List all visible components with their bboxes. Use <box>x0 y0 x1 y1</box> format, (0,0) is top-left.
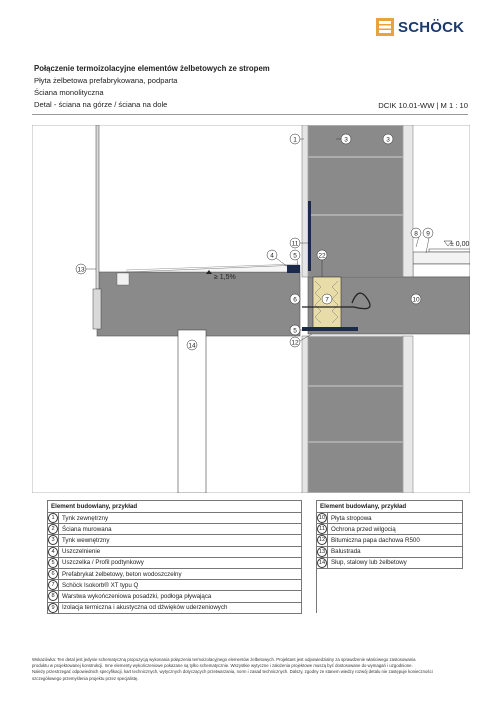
callout-4 <box>267 250 277 260</box>
floor-finish <box>413 249 470 277</box>
level-label: ± 0,00 <box>450 241 470 248</box>
callout-7 <box>322 294 332 304</box>
subtitle-slab: Płyta żelbetowa prefabrykowana, podparta <box>34 76 178 85</box>
footer-line: Należy przestrzegać odpowiednich specyfikacji, kart technicznych, wytycznych dotyczących przetwarzania, norm i zasad technicznych. Dalszy, zgodny ze stanem wiedzy rozwój detalu nie zastępuje konieczności <box>32 669 433 675</box>
svg-text:6: 6 <box>293 296 297 304</box>
callout-13 <box>76 264 86 274</box>
svg-text:10: 10 <box>412 296 420 304</box>
callout-12 <box>290 337 300 347</box>
legend-header-right: Element budowlany, przykład <box>317 501 463 513</box>
callout-5-bottom <box>290 325 300 335</box>
footer-line: Wskazówka: Ten detal jest jedynie schematyczną propozycją wykonania połączenia termoizolacyjnego elementów żelbetowych. Projektant jest odpowiedzialny za sprawdzenie właściwego zastosowania <box>32 657 416 662</box>
legend-row: 1 Tynk zewnętrzny 10 Płyta stropowa <box>48 513 463 524</box>
callout-6 <box>290 294 300 304</box>
svg-text:22: 22 <box>318 252 326 260</box>
page-title: Połączenie termoizolacyjne elementów żelbetowych ze stropem <box>34 64 270 73</box>
svg-text:12: 12 <box>291 339 299 347</box>
legend-row: 3 Tynk wewnętrzny 12 Bitumiczna papa dachowa R500 <box>48 535 463 546</box>
header-divider <box>32 114 468 115</box>
svg-text:9: 9 <box>426 230 430 238</box>
footer-note <box>32 657 470 682</box>
column <box>178 330 206 493</box>
footer-line: produktu w projektowanej konstrukcji. Inne elementy wykończeniowe pokazane są tylko schematycznie. Wszystkie wytyczne i założenia projektowe muszą być dostosowane do wymagań i uzgodnione. <box>32 663 413 669</box>
footer-line: szczegółowego przemyślenia projektu przez specjalistę. <box>32 675 139 681</box>
subtitle-wall: Ściana monolityczna <box>34 88 104 97</box>
legend-row: 9 Izolacja termiczna i akustyczna od dźwięków uderzeniowych <box>48 602 463 613</box>
legend-row: 8 Warstwa wykończeniowa posadzki, podłoga pływająca <box>48 591 463 602</box>
slope-label: ≥ 1,5% <box>214 274 236 281</box>
callout-3-right <box>383 134 393 144</box>
callout-22 <box>317 250 327 260</box>
svg-text:11: 11 <box>291 240 299 248</box>
lower-wall <box>302 336 413 493</box>
legend-row: 6 Prefabrykat żelbetowy, beton wodoszczelny <box>48 568 463 579</box>
callout-8 <box>411 228 421 238</box>
drawing-reference: DCIK 10.01-WW | M 1 : 10 <box>378 101 468 110</box>
svg-text:5: 5 <box>293 327 297 335</box>
schoeck-logo <box>376 18 464 36</box>
svg-text:7: 7 <box>325 296 329 304</box>
legend-row: 7 Schöck Isokorb® XT typu Q <box>48 580 463 591</box>
svg-text:1: 1 <box>293 136 297 144</box>
callout-1 <box>290 134 300 144</box>
subtitle-detail: Detal - ściana na górze / ściana na dole <box>34 100 168 109</box>
svg-text:5: 5 <box>293 252 297 260</box>
callout-10 <box>411 294 421 304</box>
precast-balcony-slab <box>97 264 300 336</box>
svg-text:13: 13 <box>77 266 85 274</box>
legend-header-left: Element budowlany, przykład <box>48 501 302 513</box>
legend-table <box>47 500 463 614</box>
callout-5-top <box>290 250 300 260</box>
detail-drawing <box>32 125 470 493</box>
schoeck-logo-text: SCHÖCK <box>398 18 465 36</box>
svg-text:4: 4 <box>270 252 274 260</box>
schoeck-logo-mark-icon <box>376 18 394 36</box>
callout-9 <box>423 228 433 238</box>
callout-14 <box>187 340 197 350</box>
svg-text:3: 3 <box>344 136 348 144</box>
legend-row: 2 Ściana murowana 11 Ochrona przed wilgocią <box>48 524 463 535</box>
svg-text:8: 8 <box>414 230 418 238</box>
callout-3 <box>341 134 351 144</box>
svg-text:3: 3 <box>386 136 390 144</box>
svg-text:14: 14 <box>188 342 196 350</box>
callout-11 <box>290 238 300 248</box>
legend-row: 4 Uszczelnienie 13 Balustrada <box>48 546 463 557</box>
legend-row: 5 Uszczelka / Profil podtynkowy 14 Słup, stalowy lub żelbetowy <box>48 557 463 568</box>
